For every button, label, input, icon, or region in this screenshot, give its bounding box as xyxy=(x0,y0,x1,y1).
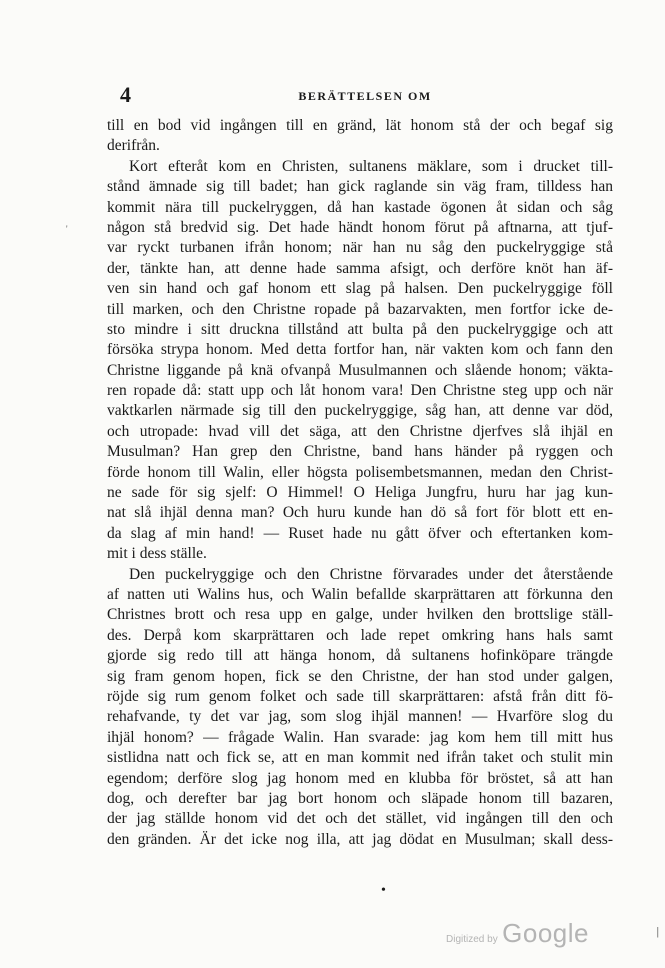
margin-tick: ' xyxy=(66,224,68,234)
text-line: da slag af min hand! — Ruset hade nu gått öfver och eftertanken kom- xyxy=(107,524,613,542)
page-number: 4 xyxy=(120,82,131,107)
text-line: Musulman? Han grep den Christne, band hans händer på ryggen och xyxy=(107,443,613,461)
text-line: sistlidna natt och fick se, att en man kommit ned ifrån taket och stulit min xyxy=(107,749,613,767)
text-line: mit i dess ställe. xyxy=(107,545,207,563)
text-line: sig fram genom hopen, fick se den Christne, der han stod under galgen, xyxy=(107,667,613,685)
page-edge-mark: | xyxy=(656,924,659,938)
digitized-watermark xyxy=(446,918,589,949)
text-line: nat slå ihjäl denna man? Och huru kunde han dö så fort för blott ett en- xyxy=(107,504,613,522)
text-line: ren ropade då: statt upp och låt honom vara! Den Christne steg upp och när xyxy=(107,382,613,400)
text-line: der jag ställde honom vid det och det stället, vid ingången till den och xyxy=(107,810,613,828)
text-line: stånd ämnade sig till badet; han gick raglande sin väg fram, tilldess han xyxy=(107,178,613,196)
text-line: försöka strypa honom. Med detta fortfor han, när vakten kom och fann den xyxy=(107,341,613,359)
text-line: Kort efteråt kom en Christen, sultanens mäklare, som i drucket till- xyxy=(129,157,613,175)
text-line: den gränden. Är det icke nog illa, att jag dödat en Musulman; skall dess- xyxy=(107,830,613,848)
text-line: egendom; derföre slog jag honom med en klubba för bröstet, så att han xyxy=(107,769,613,787)
body-text xyxy=(107,116,613,850)
text-line: sto mindre i sitt druckna tillstånd att bulta på den puckelryggige och att xyxy=(107,320,613,338)
text-line: dog, och derefter bar jag bort honom och släpade honom till bazaren, xyxy=(107,789,613,807)
text-line: var ryckt turbanen ifrån honom; när han nu såg den puckelryggige stå xyxy=(107,239,613,257)
text-line: Christne liggande på knä ofvanpå Musulmannen och slående honom; väkta- xyxy=(107,361,613,379)
text-line: till en bod vid ingången till en gränd, lät honom stå der och begaf sig xyxy=(107,117,613,134)
text-line: derifrån. xyxy=(107,137,160,155)
text-line: der, tänkte han, att denne hade samma afsigt, och derföre knöt han äf- xyxy=(107,259,613,277)
running-head: BERÄTTELSEN OM xyxy=(298,89,432,103)
text-line: någon stå bredvid sig. Det hade händt honom förut på aftnarna, att tjuf- xyxy=(107,218,613,236)
text-line: Christnes brott och resa upp en galge, under hvilken den brottslige ställ- xyxy=(107,606,613,624)
page-header xyxy=(120,82,610,108)
text-line: des. Derpå kom skarprättaren och lade repet omkring hans hals samt xyxy=(107,626,613,644)
text-line: Den puckelryggige och den Christne förvarades under det återstående xyxy=(129,565,613,583)
watermark-prefix: Digitized by xyxy=(446,934,498,945)
text-line: ne sade för sig sjelf: O Himmel! O Heliga Jungfru, huru har jag kun- xyxy=(107,484,613,502)
text-line: gjorde sig redo till att hänga honom, då sultanens hofinköpare trängde xyxy=(107,647,613,665)
text-line: ven sin hand och gaf honom ett slag på halsen. Den puckelryggige föll xyxy=(107,280,613,298)
text-line: förde honom till Walin, eller högsta polisembetsmannen, medan den Christ- xyxy=(107,463,613,481)
text-line: af natten uti Walins hus, och Walin befallde skarprättaren att förkunna den xyxy=(107,585,613,603)
text-line: till marken, och den Christne ropade på bazarvakten, men fortfor icke de- xyxy=(107,300,613,318)
text-line: och utropade: hvad vill det säga, att den Christne djerfves slå ihjäl en xyxy=(107,422,613,440)
text-line: röjde sig rum genom folket och sade till skarprättaren: afstå från ditt fö- xyxy=(107,687,613,705)
text-line: vaktkarlen närmade sig till den puckelryggige, såg han, att denne var död, xyxy=(107,402,613,420)
watermark-brand: Google xyxy=(502,918,589,948)
bottom-dot: • xyxy=(381,883,386,898)
text-line: ihjäl honom? — frågade Walin. Han svarade: jag kom hem till mitt hus xyxy=(107,728,613,746)
text-line: rehafvande, ty det var jag, som slog ihjäl mannen! — Hvarföre slog du xyxy=(107,708,613,726)
text-line: kommit nära till puckelryggen, då han kastade ögonen åt sidan och såg xyxy=(107,198,613,216)
